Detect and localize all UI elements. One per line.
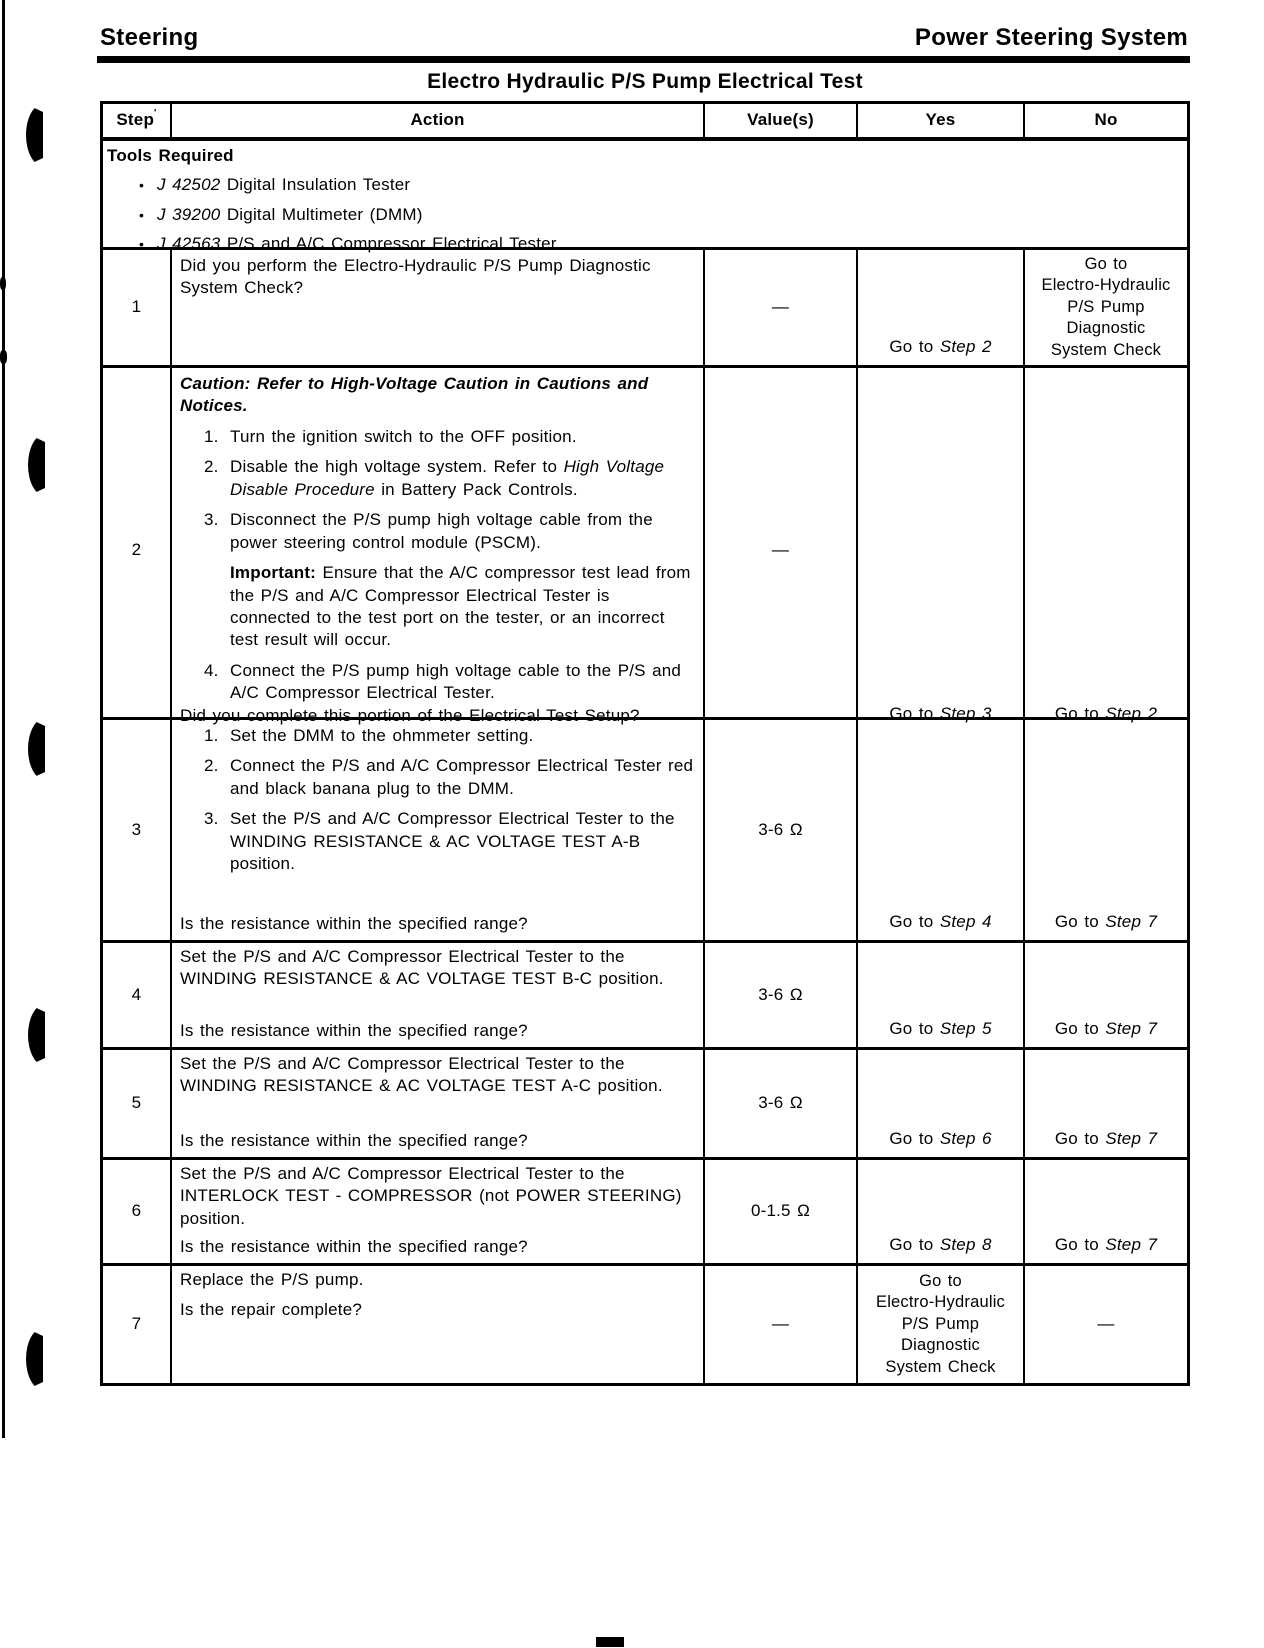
goto-line: Electro-Hydraulic	[1041, 276, 1171, 295]
value-cell: 3-6 Ω	[705, 1050, 858, 1157]
action-text: Set the P/S and A/C Compressor Electrical Tester to the WINDING RESISTANCE & AC VOLTAGE TEST A-C position.	[180, 1054, 663, 1096]
numbered-step	[204, 456, 695, 501]
goto-step: Step 4	[939, 911, 992, 931]
goto-step: Step 8	[939, 1234, 992, 1254]
binder-ring-mark	[28, 718, 62, 780]
goto-text: Go to	[889, 1018, 940, 1038]
important-note	[230, 562, 695, 652]
no-cell	[1025, 250, 1187, 365]
table-row	[103, 1157, 1187, 1263]
step-item-text: Turn the ignition switch to the OFF position.	[230, 426, 577, 446]
goto-text: Go to	[1054, 1128, 1106, 1148]
step-number: 4	[103, 943, 172, 1047]
goto-line: Diagnostic	[900, 1336, 981, 1355]
action-question: Is the resistance within the specified range?	[180, 913, 528, 933]
numbered-step	[204, 725, 695, 747]
page-registration-mark	[596, 1637, 624, 1647]
goto-line: Electro-Hydraulic	[875, 1293, 1006, 1312]
diagnostic-table	[100, 101, 1190, 1386]
step-item-text: Set the P/S and A/C Compressor Electrical Tester to the WINDING RESISTANCE & AC VOLTAGE TEST A-B position.	[230, 809, 675, 874]
important-text: Ensure that the A/C compressor test lead from the P/S and A/C Compressor Electrical Tester is connected to the test port on the tester, or an incorrect test result will occur.	[230, 563, 691, 650]
action-question: Did you perform the Electro-Hydraulic P/S Pump Diagnostic System Check?	[180, 256, 651, 298]
action-cell	[172, 720, 705, 940]
no-cell	[1025, 1160, 1187, 1263]
tool-item-label	[157, 204, 423, 226]
step-item-number: 3.	[204, 510, 219, 530]
action-cell	[172, 1050, 705, 1157]
goto-step: Step 7	[1105, 1128, 1158, 1148]
header-system-title: Power Steering System	[914, 24, 1188, 51]
goto-step: Step 7	[1105, 1018, 1158, 1038]
numbered-step	[204, 755, 695, 800]
goto-text: Go to	[889, 703, 940, 723]
text-segment: Disable the high voltage system. Refer to	[230, 457, 564, 477]
action-question: Is the resistance within the specified range?	[180, 1020, 528, 1040]
bullet-icon: •	[139, 177, 145, 194]
tool-item-label	[157, 174, 410, 196]
tool-desc: Digital Multimeter (DMM)	[220, 204, 423, 224]
step-item-text	[230, 456, 695, 501]
bullet-icon: •	[139, 236, 145, 253]
binder-ring-mark	[28, 434, 62, 496]
step-item-number: 1.	[204, 426, 219, 446]
table-row	[103, 365, 1187, 725]
binder-ring-mark	[26, 1328, 60, 1390]
step-number: 6	[103, 1160, 172, 1263]
step-item-number: 1.	[204, 726, 219, 745]
step-number: 1	[103, 250, 172, 365]
tools-required-section	[103, 137, 1187, 254]
col-header-yes: Yes	[858, 104, 1025, 137]
no-cell	[1025, 943, 1187, 1047]
value-cell: 3-6 Ω	[705, 943, 858, 1047]
step-item-text: Disconnect the P/S pump high voltage cable from the power steering control module (PSCM).	[230, 510, 653, 552]
goto-step: Step 2	[1105, 703, 1158, 723]
tools-required-heading: Tools Required	[107, 146, 234, 165]
yes-cell	[858, 1050, 1025, 1157]
step-item-number: 2.	[204, 457, 219, 477]
col-header-step-label: Step	[116, 110, 155, 130]
no-cell	[1025, 720, 1187, 940]
action-cell	[172, 250, 705, 365]
numbered-step	[204, 426, 695, 448]
tool-desc: Digital Insulation Tester	[220, 175, 411, 195]
table-row	[103, 940, 1187, 1047]
binder-ring-mark	[26, 104, 60, 166]
step-item-text: Connect the P/S pump high voltage cable to the P/S and A/C Compressor Electrical Tester.	[230, 660, 682, 703]
goto-step: Step 3	[939, 703, 992, 723]
goto-text: Go to	[889, 336, 940, 356]
table-row	[103, 717, 1187, 940]
binder-ring-mark	[28, 1004, 62, 1066]
list-item	[139, 174, 1187, 196]
step-item-text: Connect the P/S and A/C Compressor Electrical Tester red and black banana plug to the DMM.	[230, 756, 694, 798]
yes-cell	[858, 943, 1025, 1047]
goto-step: Step 5	[939, 1018, 992, 1038]
goto-line: Go to	[1084, 254, 1128, 273]
goto-line: P/S Pump	[1067, 297, 1145, 316]
yes-cell	[858, 250, 1025, 365]
goto-step: Step 7	[1105, 911, 1158, 931]
goto-step: Step 6	[939, 1128, 992, 1148]
action-text: Set the P/S and A/C Compressor Electrical Tester to the WINDING RESISTANCE & AC VOLTAGE TEST B-C position.	[180, 947, 664, 989]
yes-cell	[858, 368, 1025, 732]
goto-line: P/S Pump	[901, 1314, 980, 1333]
goto-line: System Check	[1050, 340, 1162, 359]
value-cell: —	[705, 250, 858, 365]
value-cell: —	[705, 368, 858, 732]
action-cell	[172, 1160, 705, 1263]
action-question: Is the resistance within the specified range?	[180, 1130, 528, 1150]
yes-cell	[858, 720, 1025, 940]
left-scan-line	[2, 0, 5, 1438]
yes-cell	[858, 1160, 1025, 1263]
goto-text: Go to	[889, 911, 940, 931]
table-row	[103, 1263, 1187, 1383]
step-footnote-mark: '	[154, 108, 157, 120]
goto-step: Step 2	[939, 336, 992, 356]
list-item	[139, 204, 1187, 226]
tool-code: J 42502	[157, 175, 221, 195]
action-question: Is the resistance within the specified range?	[180, 1236, 528, 1256]
text-segment: in Battery Pack Controls.	[374, 479, 578, 499]
action-cell	[172, 368, 705, 732]
step-item-number: 4.	[204, 660, 219, 680]
goto-text: Go to	[1054, 703, 1106, 723]
numbered-step	[204, 509, 695, 554]
header-rule	[97, 56, 1190, 63]
step-number: 3	[103, 720, 172, 940]
step-number: 7	[103, 1266, 172, 1383]
action-cell	[172, 943, 705, 1047]
no-cell	[1025, 368, 1187, 732]
goto-line: System Check	[885, 1357, 996, 1376]
step-item-number: 3.	[204, 809, 219, 829]
tool-desc: P/S and A/C Compressor Electrical Tester	[220, 234, 557, 254]
goto-text: Go to	[1054, 1234, 1106, 1254]
goto-line: Diagnostic	[1066, 319, 1146, 338]
no-cell	[1025, 1050, 1187, 1157]
bullet-icon: •	[139, 206, 145, 223]
goto-text: Go to	[1054, 1018, 1106, 1038]
step-item-number: 2.	[204, 756, 219, 776]
header-section-title: Steering	[100, 24, 199, 51]
col-header-action: Action	[172, 104, 705, 137]
step-number: 2	[103, 368, 172, 732]
reference-title: High Voltage Disable Procedure	[230, 457, 665, 499]
goto-text: Go to	[1054, 911, 1106, 931]
action-text: Replace the P/S pump.	[180, 1270, 364, 1289]
table-header-row	[103, 104, 1187, 137]
col-header-step	[103, 104, 172, 137]
value-cell: 0-1.5 Ω	[705, 1160, 858, 1263]
tool-code: J 42563	[157, 234, 221, 254]
important-label: Important:	[230, 563, 317, 583]
goto-line: Go to	[919, 1271, 962, 1290]
numbered-step	[204, 660, 695, 705]
no-cell: —	[1097, 1314, 1115, 1334]
scan-blob	[0, 277, 6, 290]
numbered-step	[204, 808, 695, 875]
action-question: Is the repair complete?	[180, 1300, 363, 1320]
table-row	[103, 1047, 1187, 1157]
scan-blob	[0, 350, 7, 364]
action-cell	[172, 1266, 705, 1383]
tool-code: J 39200	[157, 204, 221, 224]
goto-step: Step 7	[1105, 1234, 1158, 1254]
action-text: Set the P/S and A/C Compressor Electrical Tester to the INTERLOCK TEST - COMPRESSOR (not POWER STEERING) position.	[180, 1164, 682, 1228]
step-number: 5	[103, 1050, 172, 1157]
col-header-values: Value(s)	[705, 104, 858, 137]
step-item-text: Set the DMM to the ohmmeter setting.	[230, 726, 534, 745]
action-question: Did you complete this portion of the Electrical Test Setup?	[180, 705, 640, 725]
yes-cell	[858, 1266, 1025, 1383]
table-row	[103, 247, 1187, 365]
value-cell: —	[705, 1266, 858, 1383]
caution-note: Caution: Refer to High-Voltage Caution in Cautions and Notices.	[180, 374, 649, 416]
col-header-no: No	[1094, 110, 1118, 130]
goto-text: Go to	[889, 1234, 940, 1254]
page-title: Electro Hydraulic P/S Pump Electrical Test	[427, 70, 863, 93]
goto-text: Go to	[889, 1128, 940, 1148]
value-cell: 3-6 Ω	[705, 720, 858, 940]
